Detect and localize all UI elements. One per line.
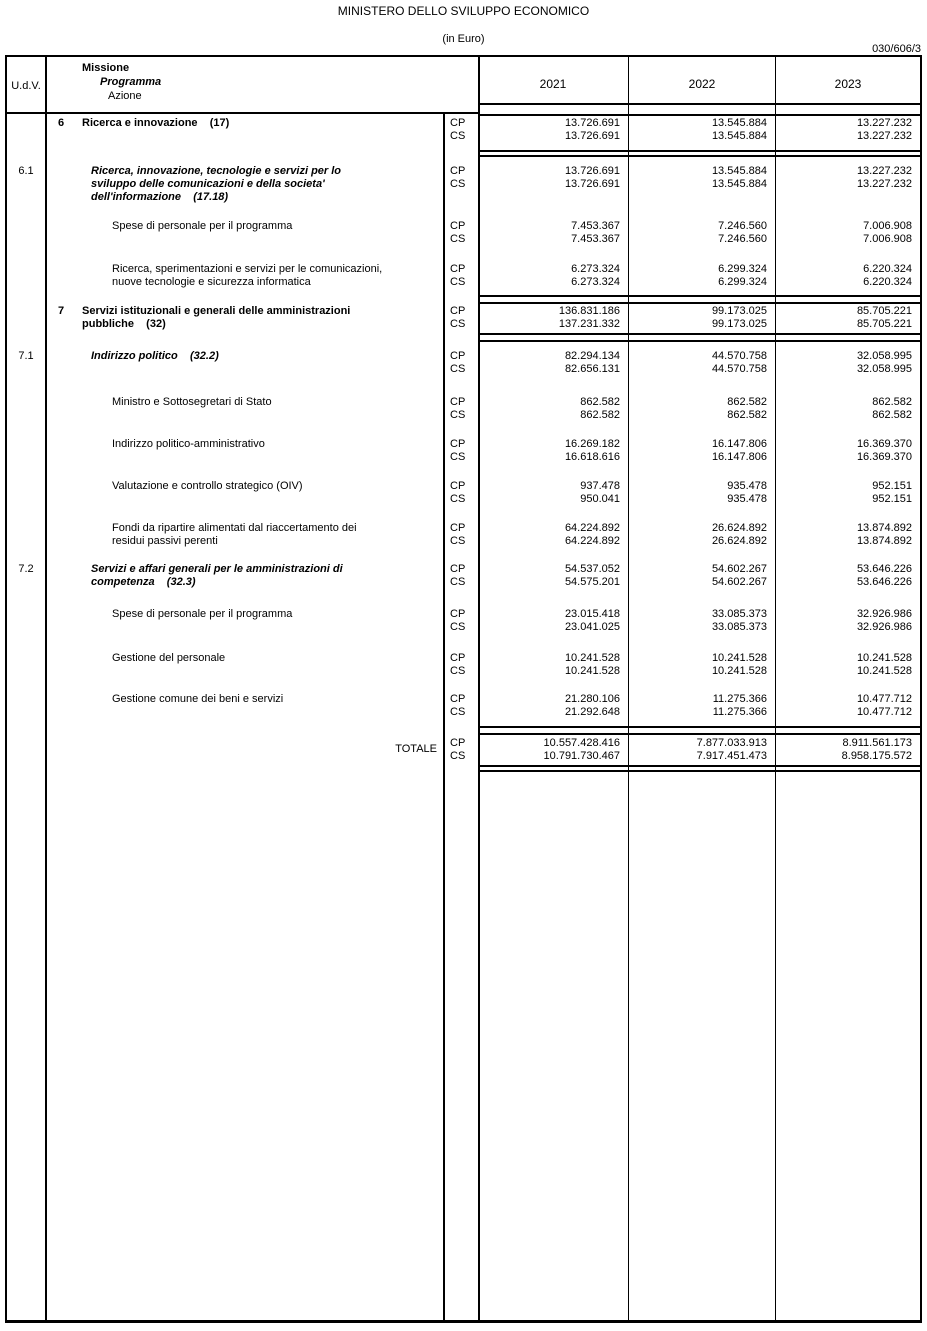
cs-label: CS — [450, 409, 466, 421]
value-cp-2023: 32.058.995 — [856, 350, 912, 362]
value-cp-2023: 13.874.892 — [856, 522, 912, 534]
value-cs-2023: 85.705.221 — [856, 318, 912, 330]
value-cs-2023: 952.151 — [872, 493, 912, 505]
value-cs-2023: 6.220.324 — [863, 276, 912, 288]
totale-cs-2023: 8.958.175.572 — [841, 750, 912, 762]
azione-header: Azione — [108, 90, 142, 102]
value-cp-2022: 13.545.884 — [711, 165, 767, 177]
value-cs-2023: 32.926.986 — [856, 621, 912, 633]
value-cs-2023: 13.227.232 — [856, 130, 912, 142]
value-cp-2022: 10.241.528 — [711, 652, 767, 664]
udv-7-2: 7.2 — [18, 563, 34, 575]
missione-7-label-line2: pubbliche (32) — [82, 318, 166, 330]
programma-7-2-label-line2: competenza (32.3) — [91, 576, 196, 588]
value-cp-2023: 13.227.232 — [856, 117, 912, 129]
value-cs-2022: 935.478 — [727, 493, 767, 505]
cp-label: CP — [450, 220, 466, 232]
value-cs-2021: 137.231.332 — [558, 318, 620, 330]
value-cs-2022: 13.545.884 — [711, 178, 767, 190]
cs-label: CS — [450, 535, 466, 547]
cp-label: CP — [450, 652, 466, 664]
value-cs-2023: 10.477.712 — [856, 706, 912, 718]
programma-6-1-values — [443, 165, 920, 191]
value-cs-2021: 82.656.131 — [564, 363, 620, 375]
value-cp-2022: 862.582 — [727, 396, 767, 408]
value-cs-2022: 10.241.528 — [711, 665, 767, 677]
value-cs-2023: 7.006.908 — [863, 233, 912, 245]
value-cp-2021: 82.294.134 — [564, 350, 620, 362]
cs-label: CS — [450, 178, 466, 190]
value-cs-2023: 13.874.892 — [856, 535, 912, 547]
totale-cs-2021: 10.791.730.467 — [543, 750, 620, 762]
header-bottom-line — [7, 112, 480, 114]
value-cp-2021: 16.269.182 — [564, 438, 620, 450]
doc-code: 030/606/3 — [872, 43, 921, 55]
value-cs-2022: 6.299.324 — [718, 276, 767, 288]
value-cp-2022: 13.545.884 — [711, 117, 767, 129]
missione-7-values — [443, 305, 920, 331]
value-cs-2022: 7.246.560 — [718, 233, 767, 245]
value-cp-2021: 136.831.186 — [558, 305, 620, 317]
cp-label: CP — [450, 165, 466, 177]
azione-values — [443, 396, 920, 422]
value-cs-2021: 64.224.892 — [564, 535, 620, 547]
year-header-2022: 2022 — [688, 77, 716, 91]
value-cp-2021: 64.224.892 — [564, 522, 620, 534]
azione-values — [443, 522, 920, 548]
value-cp-2023: 10.477.712 — [856, 693, 912, 705]
cs-label: CS — [450, 493, 466, 505]
value-cp-2022: 54.602.267 — [711, 563, 767, 575]
value-cp-2021: 21.280.106 — [564, 693, 620, 705]
programma-7-1-label: Indirizzo politico (32.2) — [91, 350, 219, 362]
udv-column-divider — [45, 57, 47, 1320]
missione-6-label: Ricerca e innovazione (17) — [82, 117, 230, 129]
year-header-2021: 2021 — [539, 77, 567, 91]
value-cs-2021: 23.041.025 — [564, 621, 620, 633]
azione-label: Gestione comune dei beni e servizi — [112, 693, 284, 705]
programma-6-1-label-line2: sviluppo delle comunicazioni e della societa' — [91, 178, 325, 190]
value-cp-2023: 13.227.232 — [856, 165, 912, 177]
cp-label: CP — [450, 350, 466, 362]
programma-header: Programma — [100, 76, 162, 88]
value-cs-2022: 13.545.884 — [711, 130, 767, 142]
azione-values — [443, 480, 920, 506]
totale-cp-2023: 8.911.561.173 — [842, 737, 912, 749]
value-cp-2023: 32.926.986 — [856, 608, 912, 620]
value-cs-2022: 54.602.267 — [711, 576, 767, 588]
cp-label: CP — [450, 438, 466, 450]
value-cp-2023: 862.582 — [872, 396, 912, 408]
missione-header: Missione — [82, 62, 130, 74]
value-cp-2022: 7.246.560 — [718, 220, 767, 232]
currency-note: (in Euro) — [442, 33, 485, 45]
value-cp-2022: 44.570.758 — [711, 350, 767, 362]
value-cp-2023: 7.006.908 — [863, 220, 912, 232]
value-cs-2021: 6.273.324 — [571, 276, 620, 288]
cs-label: CS — [450, 363, 466, 375]
budget-table — [5, 55, 922, 1323]
azione-label: Gestione del personale — [112, 652, 226, 664]
value-cp-2021: 13.726.691 — [564, 165, 620, 177]
value-cp-2021: 937.478 — [580, 480, 620, 492]
azione-label-line1: Fondi da ripartire alimentati dal riaccertamento dei — [112, 522, 357, 534]
totale-values — [443, 737, 920, 763]
value-cp-2021: 6.273.324 — [571, 263, 620, 275]
cs-label: CS — [450, 621, 466, 633]
year-header-2023: 2023 — [834, 77, 862, 91]
value-cs-2022: 26.624.892 — [711, 535, 767, 547]
cp-label: CP — [450, 608, 466, 620]
cp-label: CP — [450, 396, 466, 408]
value-cp-2021: 10.241.528 — [564, 652, 620, 664]
azione-label-line2: residui passivi perenti — [112, 535, 218, 547]
udv-7-1: 7.1 — [18, 350, 34, 362]
programma-7-2-values — [443, 563, 920, 589]
cp-label: CP — [450, 522, 466, 534]
value-cs-2021: 950.041 — [580, 493, 620, 505]
missione-6-values — [443, 117, 920, 143]
value-cs-2021: 10.241.528 — [564, 665, 620, 677]
totale-label: TOTALE — [395, 743, 437, 755]
value-cp-2023: 6.220.324 — [863, 263, 912, 275]
value-cp-2022: 26.624.892 — [711, 522, 767, 534]
azione-label: Spese di personale per il programma — [112, 608, 293, 620]
cp-label: CP — [450, 480, 466, 492]
value-cp-2023: 16.369.370 — [856, 438, 912, 450]
value-cs-2021: 21.292.648 — [564, 706, 620, 718]
cp-label: CP — [450, 305, 466, 317]
value-cs-2021: 16.618.616 — [564, 451, 620, 463]
value-cs-2022: 33.085.373 — [711, 621, 767, 633]
cs-label: CS — [450, 576, 466, 588]
azione-label: Valutazione e controllo strategico (OIV) — [112, 480, 303, 492]
value-cs-2021: 13.726.691 — [564, 130, 620, 142]
totale-cp-2022: 7.877.033.913 — [696, 737, 767, 749]
cp-label: CP — [450, 117, 466, 129]
cp-label: CP — [450, 737, 466, 749]
value-cs-2023: 862.582 — [872, 409, 912, 421]
azione-values — [443, 608, 920, 634]
cs-label: CS — [450, 233, 466, 245]
totale-cp-2021: 10.557.428.416 — [543, 737, 620, 749]
programma-6-1-label-line1: Ricerca, innovazione, tecnologie e servizi per lo — [91, 165, 342, 177]
azione-values — [443, 693, 920, 719]
azione-label: Ministro e Sottosegretari di Stato — [112, 396, 272, 408]
value-cs-2021: 7.453.367 — [571, 233, 620, 245]
value-cs-2022: 11.275.366 — [712, 706, 767, 718]
value-cp-2023: 952.151 — [872, 480, 912, 492]
azione-label-line1: Ricerca, sperimentazioni e servizi per le comunicazioni, — [112, 263, 383, 275]
value-cp-2022: 11.275.366 — [712, 693, 767, 705]
totale-cs-2022: 7.917.451.473 — [696, 750, 767, 762]
cp-label: CP — [450, 693, 466, 705]
cs-label: CS — [450, 750, 466, 762]
value-cp-2022: 16.147.806 — [711, 438, 767, 450]
value-cp-2022: 33.085.373 — [711, 608, 767, 620]
value-cp-2022: 6.299.324 — [718, 263, 767, 275]
value-cp-2023: 85.705.221 — [856, 305, 912, 317]
value-cs-2022: 44.570.758 — [711, 363, 767, 375]
cp-label: CP — [450, 263, 466, 275]
cp-label: CP — [450, 563, 466, 575]
values-box-empty — [478, 770, 920, 1320]
value-cp-2021: 13.726.691 — [564, 117, 620, 129]
missione-7-label-line1: Servizi istituzionali e generali delle amministrazioni — [82, 305, 351, 317]
cs-label: CS — [450, 706, 466, 718]
value-cs-2021: 862.582 — [580, 409, 620, 421]
value-cp-2022: 99.173.025 — [711, 305, 767, 317]
value-cs-2023: 13.227.232 — [856, 178, 912, 190]
value-cs-2022: 16.147.806 — [711, 451, 767, 463]
value-cs-2023: 10.241.528 — [856, 665, 912, 677]
azione-values — [443, 263, 920, 289]
value-cs-2023: 16.369.370 — [856, 451, 912, 463]
azione-label: Spese di personale per il programma — [112, 220, 293, 232]
azione-label: Indirizzo politico-amministrativo — [112, 438, 265, 450]
value-cp-2021: 54.537.052 — [564, 563, 620, 575]
value-cp-2021: 23.015.418 — [564, 608, 620, 620]
value-cs-2022: 99.173.025 — [711, 318, 767, 330]
value-cp-2021: 862.582 — [580, 396, 620, 408]
azione-label-line2: nuove tecnologie e sicurezza informatica — [112, 276, 311, 288]
cs-label: CS — [450, 318, 466, 330]
udv-6-1: 6.1 — [18, 165, 34, 177]
cs-label: CS — [450, 130, 466, 142]
programma-6-1-label-line3: dell'informazione (17.18) — [91, 191, 229, 203]
value-cs-2023: 32.058.995 — [856, 363, 912, 375]
value-cp-2023: 10.241.528 — [856, 652, 912, 664]
value-cs-2023: 53.646.226 — [856, 576, 912, 588]
azione-values — [443, 220, 920, 246]
missione-7-number: 7 — [58, 305, 65, 317]
page-title: MINISTERO DELLO SVILUPPO ECONOMICO — [337, 4, 590, 18]
cs-label: CS — [450, 451, 466, 463]
value-cp-2023: 53.646.226 — [856, 563, 912, 575]
value-cs-2021: 54.575.201 — [564, 576, 620, 588]
value-cp-2021: 7.453.367 — [571, 220, 620, 232]
azione-values — [443, 438, 920, 464]
missione-6-number: 6 — [58, 117, 65, 129]
value-cp-2022: 935.478 — [727, 480, 767, 492]
programma-7-1-values — [443, 350, 920, 376]
value-cs-2022: 862.582 — [727, 409, 767, 421]
cs-label: CS — [450, 665, 466, 677]
udv-column-header: U.d.V. — [11, 80, 41, 92]
azione-values — [443, 652, 920, 678]
programma-7-2-label-line1: Servizi e affari generali per le amministrazioni di — [91, 563, 343, 575]
value-cs-2021: 13.726.691 — [564, 178, 620, 190]
cs-label: CS — [450, 276, 466, 288]
years-header-bottom-line — [478, 103, 920, 105]
